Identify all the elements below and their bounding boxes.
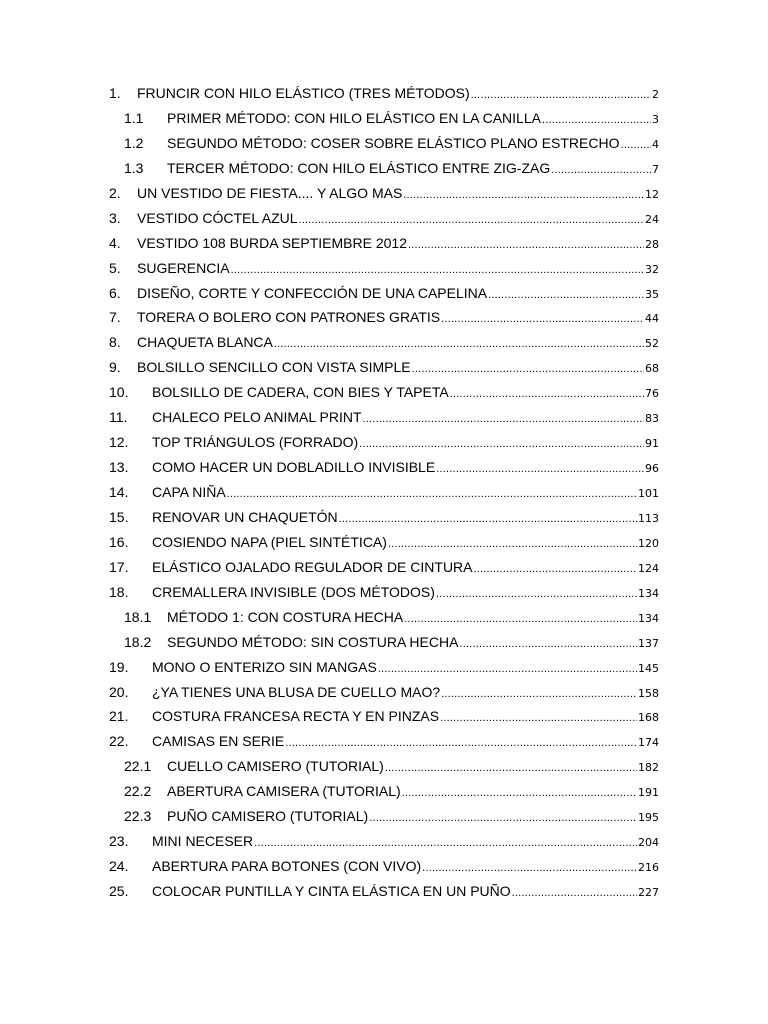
toc-entry-title[interactable]: RENOVAR UN CHAQUETÓN: [152, 508, 338, 525]
toc-entry-title[interactable]: MONO O ENTERIZO SIN MANGAS: [152, 658, 377, 675]
toc-entry[interactable]: [109, 680, 659, 705]
toc-entry-title[interactable]: BOLSILLO SENCILLO CON VISTA SIMPLE: [137, 359, 411, 376]
toc-entry-title[interactable]: UN VESTIDO DE FIESTA.... Y ALGO MAS: [137, 184, 403, 201]
toc-entry[interactable]: [109, 854, 659, 879]
toc-dot-leader: [471, 83, 651, 108]
toc-entry-number: 1.2: [124, 134, 144, 151]
toc-entry[interactable]: [124, 106, 659, 131]
toc-entry[interactable]: [109, 729, 659, 754]
toc-entry-title[interactable]: DISEÑO, CORTE Y CONFECCIÓN DE UNA CAPELINA: [137, 284, 488, 301]
toc-entry-title[interactable]: COSIENDO NAPA (PIEL SINTÉTICA): [152, 533, 387, 550]
toc-entry-number: 7.: [109, 309, 121, 326]
toc-entry-number: 15.: [109, 508, 129, 525]
toc-entry-page-number[interactable]: 204: [638, 836, 659, 850]
toc-entry-title[interactable]: SEGUNDO MÉTODO: SIN COSTURA HECHA: [167, 633, 459, 650]
toc-entry-title[interactable]: CHAQUETA BLANCA: [137, 334, 273, 351]
toc-dot-leader: [378, 657, 637, 682]
toc-entry-title[interactable]: PRIMER MÉTODO: CON HILO ELÁSTICO EN LA CANILLA: [167, 109, 541, 126]
toc-entry[interactable]: [109, 704, 659, 729]
toc-entry-title[interactable]: VESTIDO 108 BURDA SEPTIEMBRE 2012: [137, 234, 407, 251]
toc-entry-title[interactable]: CREMALLERA INVISIBLE (DOS MÉTODOS): [152, 583, 435, 600]
toc-entry-title[interactable]: SEGUNDO MÉTODO: COSER SOBRE ELÁSTICO PLANO ESTRECHO: [167, 134, 620, 151]
toc-entry[interactable]: [109, 455, 659, 480]
toc-entry-number: 2.: [109, 184, 121, 201]
toc-entry-page-number[interactable]: 145: [638, 661, 659, 675]
toc-entry[interactable]: [109, 580, 659, 605]
toc-entry-number: 18.: [109, 583, 129, 600]
toc-dot-leader: [459, 632, 637, 657]
toc-entry-number: 22.3: [124, 808, 152, 825]
toc-entry-page-number[interactable]: 124: [638, 561, 659, 575]
toc-dot-leader: [422, 856, 637, 881]
toc-entry[interactable]: [109, 879, 659, 904]
toc-entry-title[interactable]: ABERTURA CAMISERA (TUTORIAL): [167, 783, 401, 800]
toc-dot-leader: [436, 457, 644, 482]
toc-entry-page-number[interactable]: 35: [645, 287, 659, 301]
toc-dot-leader: [402, 781, 637, 806]
toc-entry-page-number[interactable]: 28: [645, 237, 659, 251]
toc-entry[interactable]: [109, 206, 659, 231]
toc-entry-page-number[interactable]: 120: [638, 536, 659, 550]
toc-entry-number: 16.: [109, 533, 129, 550]
toc-entry-number: 22.: [109, 733, 129, 750]
toc-dot-leader: [436, 582, 637, 607]
toc-dot-leader: [369, 806, 637, 831]
toc-entry[interactable]: [109, 330, 659, 355]
toc-entry-page-number[interactable]: 91: [645, 437, 659, 451]
toc-entry-page-number[interactable]: 182: [638, 761, 659, 775]
toc-entry-title[interactable]: SUGERENCIA: [137, 259, 230, 276]
toc-entry-page-number[interactable]: 52: [645, 337, 659, 351]
toc-entry-page-number[interactable]: 2: [652, 88, 659, 101]
toc-entry-page-number[interactable]: 134: [638, 586, 659, 600]
toc-entry[interactable]: [109, 231, 659, 256]
toc-dot-leader: [488, 283, 644, 308]
toc-dot-leader: [621, 133, 652, 158]
toc-entry-number: 1.3: [124, 159, 144, 176]
toc-entry-number: 9.: [109, 359, 121, 376]
toc-entry-page-number[interactable]: 32: [645, 262, 659, 276]
toc-dot-leader: [403, 183, 644, 208]
toc-entry-page-number[interactable]: 68: [645, 362, 659, 376]
toc-dot-leader: [363, 407, 644, 432]
toc-entry-number: 4.: [109, 234, 121, 251]
toc-entry-number: 5.: [109, 259, 121, 276]
toc-dot-leader: [450, 382, 644, 407]
toc-entry-number: 12.: [109, 434, 129, 451]
toc-entry-page-number[interactable]: 7: [652, 162, 659, 176]
toc-entry-title[interactable]: BOLSILLO DE CADERA, CON BIES Y TAPETA: [152, 384, 449, 401]
toc-entry-page-number[interactable]: 216: [638, 861, 659, 875]
toc-entry[interactable]: [109, 829, 659, 854]
toc-entry[interactable]: [109, 81, 659, 106]
toc-entry[interactable]: [124, 804, 659, 829]
toc-entry[interactable]: [109, 430, 659, 455]
toc-dot-leader: [441, 682, 637, 707]
toc-dot-leader: [285, 731, 637, 756]
toc-entry-title[interactable]: ELÁSTICO OJALADO REGULADOR DE CINTURA: [152, 558, 473, 575]
toc-entry-number: 3.: [109, 209, 121, 226]
toc-entry[interactable]: [124, 754, 659, 779]
toc-entry-number: 20.: [109, 683, 129, 700]
toc-entry-page-number[interactable]: 195: [638, 811, 659, 825]
toc-dot-leader: [542, 108, 651, 133]
toc-entry[interactable]: [109, 480, 659, 505]
toc-entry[interactable]: [109, 405, 659, 430]
toc-entry-number: 23.: [109, 833, 129, 850]
toc-entry-page-number[interactable]: 76: [645, 387, 659, 401]
toc-dot-leader: [474, 557, 637, 582]
toc-entry-number: 22.2: [124, 783, 152, 800]
toc-entry-title[interactable]: ¿YA TIENES UNA BLUSA DE CUELLO MAO?: [152, 683, 441, 700]
toc-dot-leader: [441, 307, 644, 332]
toc-dot-leader: [339, 507, 637, 532]
table-of-contents: [109, 81, 659, 904]
toc-entry-number: 25.: [109, 883, 129, 899]
toc-entry[interactable]: [109, 655, 659, 680]
toc-entry[interactable]: [124, 131, 659, 156]
toc-entry-page-number[interactable]: 174: [638, 736, 659, 750]
toc-entry-title[interactable]: CAMISAS EN SERIE: [152, 733, 285, 750]
toc-entry[interactable]: [109, 281, 659, 306]
toc-entry-title[interactable]: MINI NECESER: [152, 833, 254, 850]
toc-dot-leader: [512, 881, 637, 906]
toc-entry[interactable]: [124, 779, 659, 804]
toc-entry-title[interactable]: PUÑO CAMISERO (TUTORIAL): [167, 808, 369, 825]
toc-entry-number: 17.: [109, 558, 129, 575]
toc-entry-number: 19.: [109, 658, 129, 675]
toc-entry-title[interactable]: COSTURA FRANCESA RECTA Y EN PINZAS: [152, 708, 440, 725]
toc-entry[interactable]: [109, 181, 659, 206]
toc-dot-leader: [388, 532, 637, 557]
toc-dot-leader: [254, 831, 637, 856]
toc-dot-leader: [440, 706, 637, 731]
toc-entry-number: 13.: [109, 459, 129, 476]
toc-dot-leader: [404, 607, 637, 632]
toc-entry-page-number[interactable]: 4: [652, 137, 659, 151]
toc-dot-leader: [385, 756, 637, 781]
toc-entry-title[interactable]: ABERTURA PARA BOTONES (CON VIVO): [152, 858, 422, 875]
toc-entry-number: 14.: [109, 484, 129, 500]
toc-dot-leader: [359, 432, 644, 457]
toc-entry[interactable]: [109, 256, 659, 281]
toc-entry-page-number[interactable]: 12: [645, 187, 659, 201]
toc-entry-page-number[interactable]: 134: [638, 611, 659, 625]
toc-entry-title[interactable]: TOP TRIÁNGULOS (FORRADO): [152, 434, 359, 451]
toc-entry-number: 18.1: [124, 608, 152, 625]
toc-entry[interactable]: [109, 355, 659, 380]
toc-entry[interactable]: [109, 505, 659, 530]
toc-entry-number: 1.: [109, 85, 121, 101]
toc-entry-title[interactable]: TORERA O BOLERO CON PATRONES GRATIS: [137, 309, 441, 326]
toc-entry-page-number[interactable]: 101: [638, 487, 659, 500]
toc-entry[interactable]: [124, 630, 659, 655]
toc-entry-page-number[interactable]: 137: [638, 636, 659, 650]
toc-dot-leader: [412, 357, 644, 382]
toc-entry[interactable]: [109, 380, 659, 405]
toc-entry-title[interactable]: CHALECO PELO ANIMAL PRINT: [152, 409, 362, 426]
toc-entry-title[interactable]: CUELLO CAMISERO (TUTORIAL): [167, 758, 384, 775]
toc-dot-leader: [231, 258, 644, 283]
toc-entry-number: 24.: [109, 858, 129, 875]
toc-entry[interactable]: [109, 555, 659, 580]
toc-entry-title[interactable]: VESTIDO CÓCTEL AZUL: [137, 209, 298, 226]
toc-entry-title[interactable]: CAPA NIÑA: [152, 484, 226, 500]
toc-entry-number: 11.: [109, 409, 128, 426]
toc-entry[interactable]: [109, 305, 659, 330]
toc-dot-leader: [274, 332, 644, 357]
toc-entry-page-number[interactable]: 168: [638, 711, 659, 725]
toc-entry-page-number[interactable]: 3: [652, 112, 659, 126]
toc-dot-leader: [551, 158, 651, 183]
toc-entry-page-number[interactable]: 44: [645, 312, 659, 326]
toc-dot-leader: [227, 482, 637, 507]
toc-entry-number: 10.: [109, 384, 129, 401]
toc-entry[interactable]: [124, 156, 659, 181]
toc-dot-leader: [408, 233, 644, 258]
toc-entry-title[interactable]: TERCER MÉTODO: CON HILO ELÁSTICO ENTRE ZIG-ZAG: [167, 159, 551, 176]
toc-entry-number: 8.: [109, 334, 121, 351]
toc-entry-page-number[interactable]: 113: [638, 511, 659, 525]
toc-entry-page-number[interactable]: 96: [645, 462, 659, 476]
toc-entry-page-number[interactable]: 191: [638, 786, 659, 800]
toc-entry-page-number[interactable]: 24: [645, 212, 659, 226]
toc-entry-title[interactable]: FRUNCIR CON HILO ELÁSTICO (TRES MÉTODOS): [137, 85, 470, 101]
toc-entry-number: 18.2: [124, 633, 152, 650]
toc-entry-number: 21.: [109, 708, 129, 725]
toc-entry-number: 1.1: [124, 109, 144, 126]
toc-entry-page-number[interactable]: 227: [638, 886, 659, 899]
toc-entry-number: 22.1: [124, 758, 152, 775]
toc-entry-title[interactable]: MÉTODO 1: CON COSTURA HECHA: [167, 608, 404, 625]
toc-entry[interactable]: [124, 605, 659, 630]
toc-entry-number: 6.: [109, 284, 121, 301]
toc-entry-title[interactable]: COLOCAR PUNTILLA Y CINTA ELÁSTICA EN UN PUÑO: [152, 883, 511, 899]
toc-entry[interactable]: [109, 530, 659, 555]
toc-entry-page-number[interactable]: 158: [638, 686, 659, 700]
toc-dot-leader: [299, 208, 644, 233]
toc-entry-title[interactable]: COMO HACER UN DOBLADILLO INVISIBLE: [152, 459, 436, 476]
toc-entry-page-number[interactable]: 83: [645, 412, 659, 426]
